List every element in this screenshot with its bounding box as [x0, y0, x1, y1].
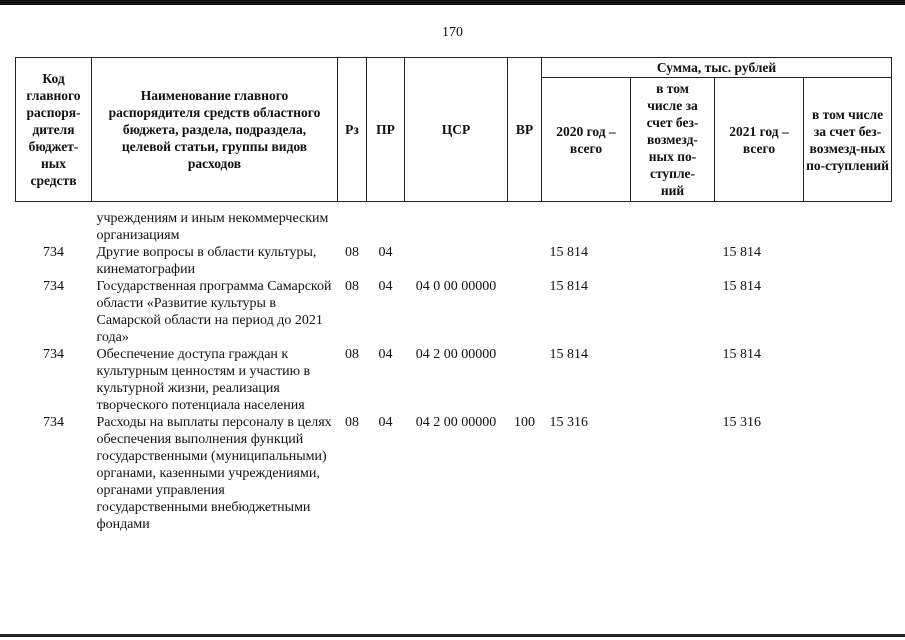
cell-pr: 04 [378, 279, 393, 294]
cell-y2021: 15 814 [722, 347, 761, 362]
cell-y2021: 15 814 [722, 279, 761, 294]
cell-y2020-free [631, 278, 715, 346]
cell-code: 734 [43, 245, 64, 260]
top-border [0, 0, 905, 5]
cell-pr: 04 [378, 245, 393, 260]
header-rz: Рз [338, 58, 367, 202]
cell-y2020-free [631, 244, 715, 278]
cell-y2021-free [804, 346, 892, 414]
cell-y2021: 15 814 [722, 245, 761, 260]
header-name: Наименование главного распорядителя средств областного бюджета, раздела, подраздела, целевой статьи, группы видов расходов [92, 58, 338, 202]
cell-code: 734 [43, 415, 64, 430]
cell-y2020-free [631, 202, 715, 245]
table-row [16, 414, 892, 533]
header-csr: ЦСР [405, 58, 508, 202]
cell-name: Государственная программа Самарской области «Развитие культуры в Самарской области на период до 2021 года» [96, 279, 332, 345]
cell-pr: 04 [378, 415, 393, 430]
cell-csr: 04 2 00 00000 [415, 347, 497, 362]
header-sum: Сумма, тыс. рублей [542, 58, 892, 78]
cell-name: Обеспечение доступа граждан к культурным ценностям и участию в культурной жизни, реализация творческого потенциала населения [96, 347, 311, 413]
cell-csr: 04 2 00 00000 [415, 415, 497, 430]
cell-y2021-free [804, 202, 892, 245]
cell-y2020: 15 814 [549, 245, 588, 260]
cell-code [16, 202, 92, 245]
cell-name: Другие вопросы в области культуры, кинематографии [96, 245, 317, 277]
cell-vr [508, 278, 542, 346]
cell-rz: 08 [345, 347, 359, 362]
cell-y2021: 15 316 [722, 415, 761, 430]
cell-name: Расходы на выплаты персоналу в целях обеспечения выполнения функций государственными (муниципальными) органами, казенными учреждениями, органами управления государственными внебюджетными фондами [96, 415, 332, 532]
header-code: Код главного распоря-дителя бюджет-ных средств [16, 58, 92, 202]
cell-csr [405, 202, 508, 245]
table-row [16, 244, 892, 278]
cell-csr [405, 244, 508, 278]
header-2020: 2020 год – всего [542, 78, 631, 202]
cell-y2020: 15 316 [549, 415, 588, 430]
cell-vr [508, 346, 542, 414]
bottom-border [0, 634, 905, 637]
cell-y2020 [542, 202, 631, 245]
cell-pr [367, 202, 405, 245]
table-row [16, 346, 892, 414]
page-number: 170 [442, 25, 463, 40]
cell-pr: 04 [378, 347, 393, 362]
cell-code: 734 [43, 279, 64, 294]
header-2021-free: в том числе за счет без-возмезд-ных по-ступлений [804, 78, 892, 202]
table-row [16, 202, 892, 245]
cell-y2021-free [804, 278, 892, 346]
cell-code: 734 [43, 347, 64, 362]
cell-y2021-free [804, 244, 892, 278]
budget-table [15, 57, 892, 533]
table-row [16, 278, 892, 346]
header-2021: 2021 год – всего [715, 78, 804, 202]
cell-y2021-free [804, 414, 892, 533]
cell-rz: 08 [345, 279, 359, 294]
cell-vr [508, 244, 542, 278]
cell-name: учреждениям и иным некоммерческим организациям [96, 211, 329, 243]
header-pr: ПР [367, 58, 405, 202]
cell-rz: 08 [345, 415, 359, 430]
cell-y2020-free [631, 414, 715, 533]
cell-rz: 08 [345, 245, 359, 260]
cell-y2020: 15 814 [549, 279, 588, 294]
cell-csr: 04 0 00 00000 [415, 279, 497, 294]
cell-rz [338, 202, 367, 245]
cell-vr [508, 202, 542, 245]
header-vr: ВР [508, 58, 542, 202]
cell-vr: 100 [514, 415, 535, 430]
cell-y2021 [715, 202, 804, 245]
cell-y2020-free [631, 346, 715, 414]
cell-y2020: 15 814 [549, 347, 588, 362]
header-2020-free: в том числе за счет без-возмезд-ных по-ступле-ний [631, 78, 715, 202]
